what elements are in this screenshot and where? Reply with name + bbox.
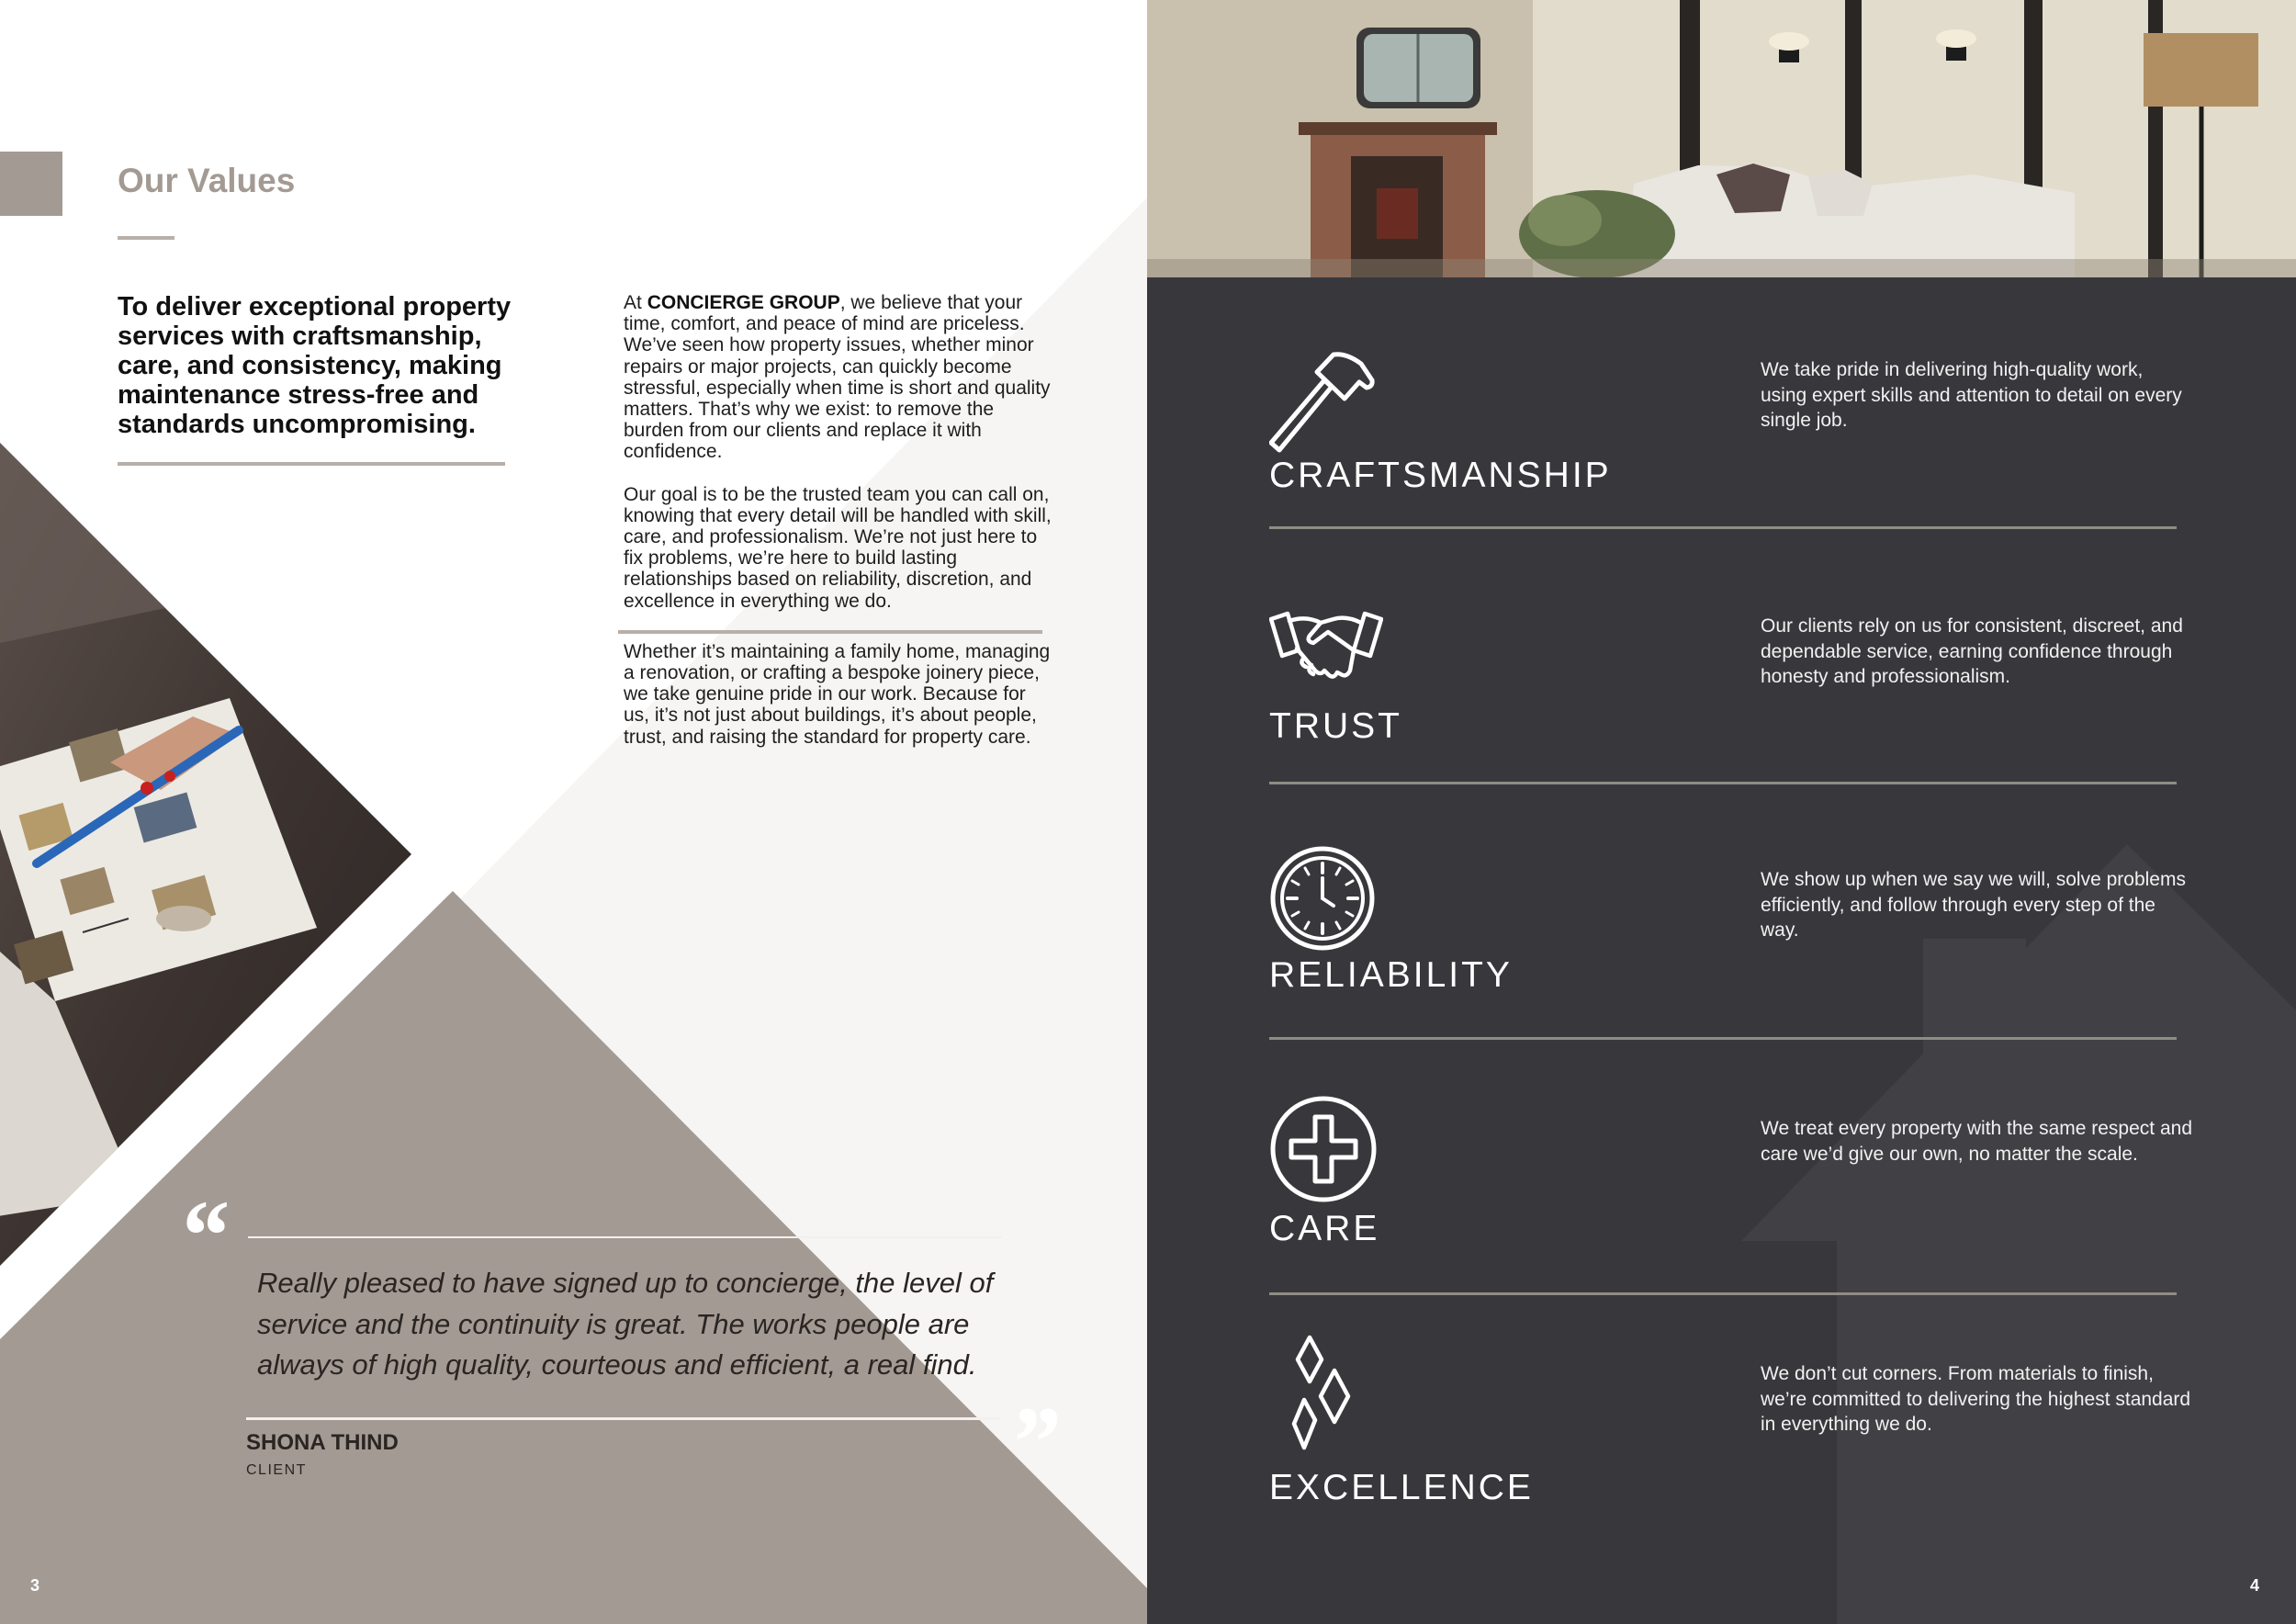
para1-text: , we believe that your time, comfort, and peace of mind are priceless. We’ve seen how property issues, whether minor repairs or major projects, can quickly become stressful, especially when time is short and quality matters. That’s why we exist: to remove the burden from our clients and replace it with confidence. bbox=[624, 292, 1051, 463]
right-page bbox=[1147, 0, 2296, 1624]
value-title: CRAFTSMANSHIP bbox=[1269, 456, 1612, 495]
body-divider bbox=[618, 630, 1042, 634]
value-divider bbox=[1269, 1292, 2177, 1295]
testimonial-quote: Really pleased to have signed up to concierge, the level of service and the continuity is great. The works people are always of high quality, courteous and efficient, a real find. bbox=[257, 1267, 994, 1381]
para1-prefix: At bbox=[624, 292, 647, 313]
value-title: CARE bbox=[1269, 1209, 1380, 1248]
value-divider bbox=[1269, 1037, 2177, 1040]
page-number-left: 3 bbox=[30, 1576, 40, 1595]
value-title: EXCELLENCE bbox=[1269, 1468, 1534, 1507]
open-quote-mark: “ bbox=[177, 1179, 228, 1291]
value-item-care bbox=[1269, 1095, 2192, 1251]
value-title: RELIABILITY bbox=[1269, 955, 1513, 995]
title-underline bbox=[118, 236, 174, 240]
quote-bottom-divider bbox=[246, 1417, 1000, 1420]
value-divider bbox=[1269, 782, 2177, 784]
value-description: We don’t cut corners. From materials to finish, we’re committed to delivering the highest standard in everything we do. bbox=[1761, 1363, 2191, 1435]
page-number-right: 4 bbox=[2250, 1576, 2260, 1595]
value-item-craftsmanship bbox=[1269, 349, 2182, 505]
living-room-photo bbox=[1147, 0, 2296, 277]
clock-icon bbox=[1269, 845, 1376, 952]
value-description: We treat every property with the same respect and care we’d give our own, no matter the scale. bbox=[1761, 1118, 2192, 1165]
left-page bbox=[0, 0, 1147, 1624]
value-title: TRUST bbox=[1269, 706, 1402, 746]
handshake-icon bbox=[1269, 606, 1383, 687]
value-item-trust bbox=[1269, 606, 2183, 753]
quote-top-divider bbox=[248, 1236, 1002, 1238]
testimonial-role: CLIENT bbox=[246, 1462, 307, 1478]
diamonds-icon bbox=[1291, 1334, 1356, 1453]
mission-divider bbox=[118, 462, 505, 466]
intro-paragraph-3: Whether it’s maintaining a family home, managing a renovation, or crafting a bespoke joinery piece, we take genuine pride in our work. Because for us, it’s not just about buildings, it’s about people, trust, and raising the standard for property care. bbox=[624, 640, 1051, 748]
value-item-excellence bbox=[1269, 1334, 2191, 1517]
intro-paragraph-1 bbox=[624, 292, 1055, 463]
testimonial-author: SHONA THIND bbox=[246, 1430, 399, 1455]
value-divider bbox=[1269, 526, 2177, 529]
cross-icon bbox=[1269, 1095, 1378, 1203]
page-title: Our Values bbox=[118, 162, 296, 199]
value-item-reliability bbox=[1269, 845, 2186, 1001]
value-description: We take pride in delivering high-quality work, using expert skills and attention to detail on every single job. bbox=[1761, 359, 2182, 431]
value-description: Our clients rely on us for consistent, discreet, and dependable service, earning confidence through honesty and professionalism. bbox=[1761, 615, 2183, 687]
brand-name: CONCIERGE GROUP bbox=[647, 292, 840, 313]
hammer-icon bbox=[1269, 349, 1379, 459]
intro-text-column bbox=[624, 292, 1055, 769]
close-quote-mark: ” bbox=[1008, 1386, 1059, 1498]
intro-paragraph-2: Our goal is to be the trusted team you can call on, knowing that every detail will be handled with skill, care, and professionalism. We’re not just here to fix problems, we’re here to build lasting relationships based on reliability, discretion, and excellence in everything we do. bbox=[624, 483, 1052, 612]
value-description: We show up when we say we will, solve problems efficiently, and follow through every step of the way. bbox=[1761, 869, 2186, 941]
mission-statement: To deliver exceptional property services with craftsmanship, care, and consistency, making maintenance stress-free and standards uncompromising. bbox=[118, 292, 512, 439]
accent-bar bbox=[0, 152, 62, 216]
